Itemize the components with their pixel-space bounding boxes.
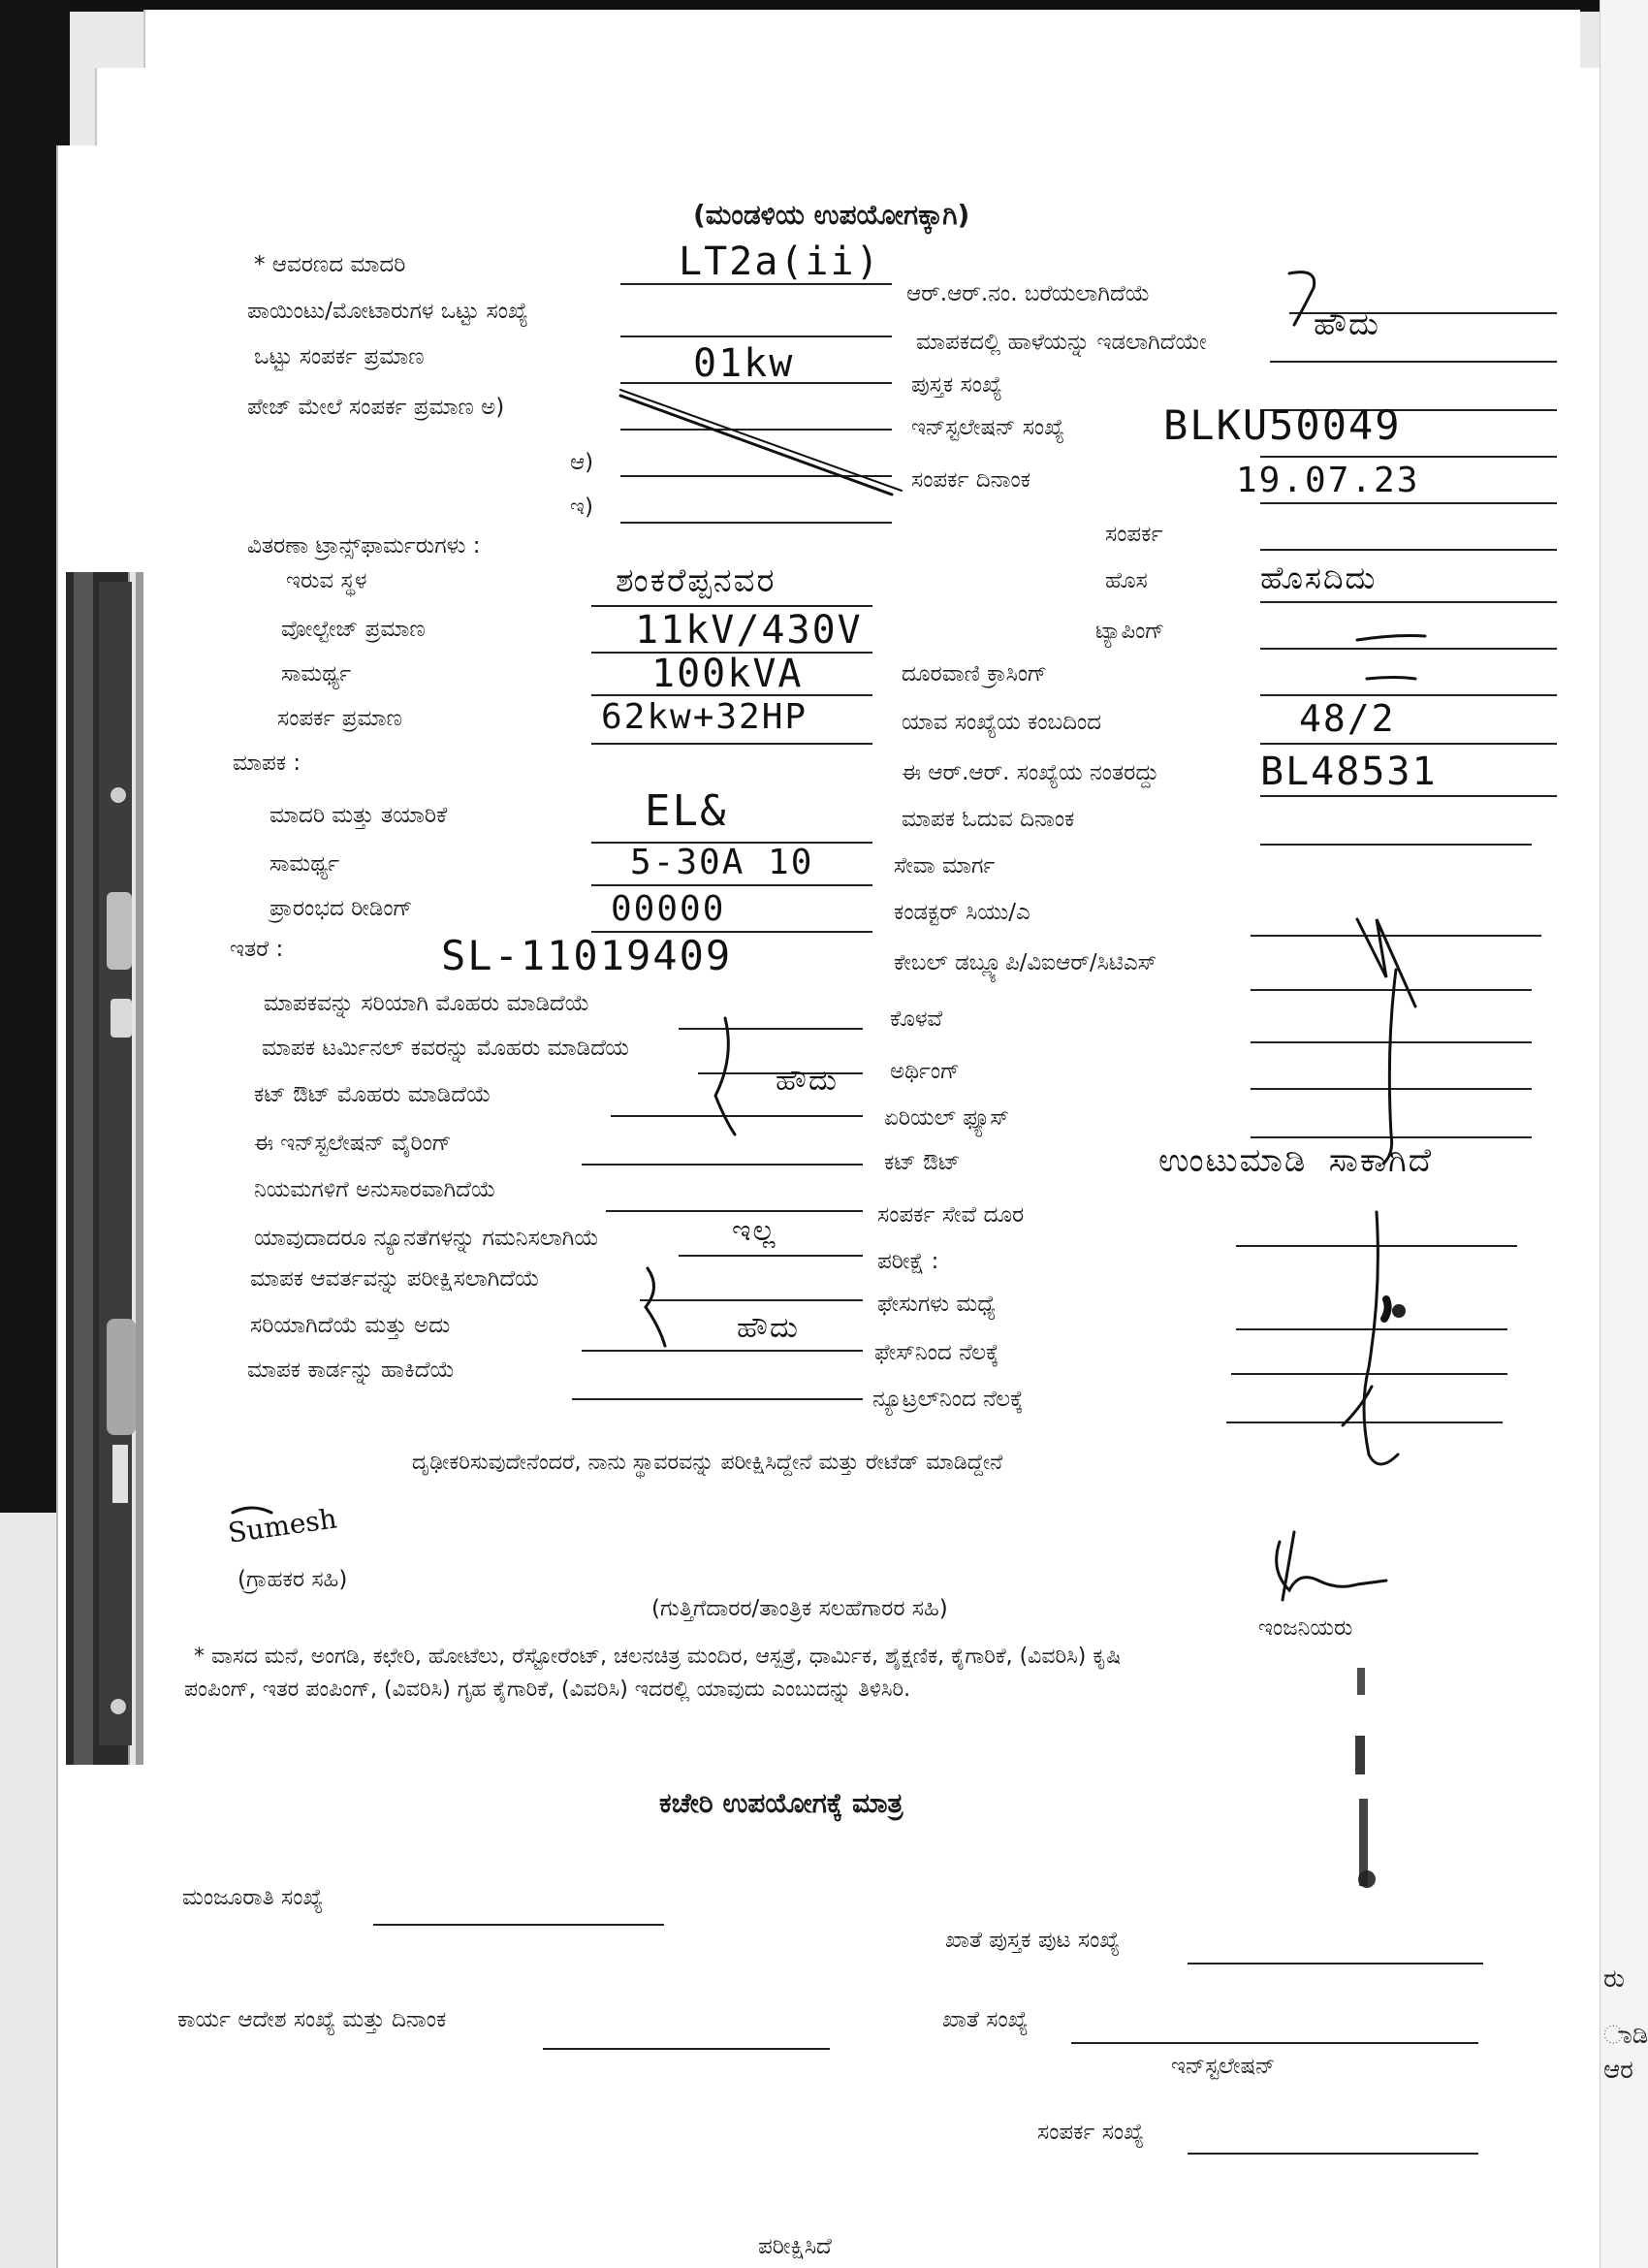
hw-rr-answer: ಹೌದು — [1314, 305, 1380, 342]
label-meter: ಮಾಪಕ : — [233, 751, 301, 776]
label-phase-earth: ಫೇಸ್‌ನಿಂದ ನೆಲಕ್ಕೆ — [874, 1340, 999, 1365]
label-page-load-a: ಪೇಜ್ ಮೇಲೆ ಸಂಪರ್ಕ ಪ್ರಮಾಣ ಅ) — [247, 395, 505, 420]
hw-installation-type: LT2a(ii) — [679, 240, 881, 284]
label-from-pole: ಯಾವ ಸಂಖ್ಯೆಯ ಕಂಬದಿಂದ — [902, 710, 1102, 735]
label-reading-date: ಮಾಪಕ ಓದುವ ದಿನಾಂಕ — [902, 807, 1075, 832]
hw-after-rr: BL48531 — [1260, 750, 1438, 794]
hw-new-answer: ಹೊಸದಿದು — [1260, 559, 1378, 596]
label-dist-transformers: ವಿತರಣಾ ಟ್ರಾನ್ಸ್‌ಫಾರ್ಮರುಗಳು : — [247, 533, 481, 559]
label-q2: ಮಾಪಕ ಟರ್ಮಿನಲ್ ಕವರನ್ನು ಮೊಹರು ಮಾಡಿದೆಯ — [262, 1036, 629, 1061]
label-q7: ಮಾಪಕ ಆವರ್ತವನ್ನು ಪರೀಕ್ಷಿಸಲಾಗಿದೆಯೆ — [250, 1266, 540, 1292]
label-ledger-page: ಖಾತೆ ಪುಸ್ತಕ ಪುಟ ಸಂಖ್ಯೆ — [945, 1928, 1121, 1953]
footnote-line2: ಪಂಪಿಂಗ್, ಇತರ ಪಂಪಿಂಗ್, (ವಿವರಿಸಿ) ಗೃಹ ಕೈಗಾರಿಕೆ, (ವಿವರಿಸಿ) ಇದರಲ್ಲಿ ಯಾವುದು ಎಂಬುದನ್ನು ತಿಳಿಸಿರಿ. — [184, 1677, 911, 1702]
label-capacity: ಸಾಮರ್ಥ್ಯ — [281, 661, 352, 687]
consumer-signature: Sumesh — [226, 1502, 339, 1549]
label-conn-load: ಸಂಪರ್ಕ ಪ್ರಮಾಣ — [277, 706, 402, 731]
hw-reading: 00000 — [611, 889, 726, 929]
label-service-distance: ಸಂಪರ್ಕ ಸೇವೆ ದೂರ — [877, 1202, 1025, 1228]
binder-clip-icon — [60, 572, 167, 1765]
hw-seal-answer: ಹೌದು — [776, 1064, 839, 1098]
label-test: ಪರೀಕ್ಷೆ : — [877, 1249, 939, 1274]
label-q8: ಸರಿಯಾಗಿದೆಯೆ ಮತ್ತು ಅದು — [250, 1313, 451, 1338]
hw-voltage: 11kV/430V — [635, 608, 863, 653]
label-contractor-sign: (ಗುತ್ತಿಗೆದಾರರ/ತಾಂತ್ರಿಕ ಸಲಹೆಗಾರರ ಸಹಿ) — [651, 1596, 948, 1621]
label-consumer-sign: (ಗ್ರಾಹಕರ ಸಹಿ) — [238, 1567, 348, 1592]
label-others: ಇತರೆ : — [230, 937, 284, 962]
label-pipe: ಕೊಳವೆ — [890, 1006, 943, 1032]
label-q9: ಮಾಪಕ ಕಾರ್ಡನ್ನು ಹಾಕಿದೆಯೆ — [247, 1358, 456, 1383]
label-conductor: ಕಂಡಕ್ಟರ್ ಸಿಯು/ಎ — [894, 900, 1030, 925]
hw-capacity: 100kVA — [651, 652, 804, 696]
label-account-no: ಖಾತೆ ಸಂಖ್ಯೆ — [942, 2007, 1029, 2032]
label-installation-type: * ಆವರಣದ ಮಾದರಿ — [254, 252, 406, 277]
label-connection: ಸಂಪರ್ಕ — [1105, 522, 1163, 547]
label-tapping: ಟ್ಯಾಪಿಂಗ್ — [1095, 619, 1165, 644]
label-aerial-fuse: ಏರಿಯಲ್ ಫ್ಯೂಸ್ — [884, 1105, 1009, 1131]
hw-date: 19.07.23 — [1236, 461, 1420, 500]
label-installation: ಇನ್‌ಸ್ಟಲೇಷನ್ — [1171, 2054, 1276, 2079]
label-new: ಹೊಸ — [1105, 568, 1148, 593]
label-checked: ಪರೀಕ್ಷಿಸಿದೆ — [758, 2234, 832, 2259]
label-q3: ಕಟ್ ಔಟ್ ಮೊಹರು ಮಾಡಿದೆಯೆ — [254, 1082, 491, 1107]
label-initial-reading: ಪ್ರಾರಂಭದ ರೀಡಿಂಗ್ — [269, 896, 413, 921]
label-page-load-b: ಆ) — [570, 450, 594, 475]
label-total-load: ಒಟ್ಟು ಸಂಪರ್ಕ ಪ್ರಮಾಣ — [254, 344, 425, 369]
hw-pole: 48/2 — [1299, 697, 1396, 740]
office-title: ಕಚೇರಿ ಉಪಯೋಗಕ್ಕೆ ಮಾತ್ರ — [659, 1787, 903, 1819]
label-make: ಮಾದರಿ ಮತ್ತು ತಯಾರಿಕೆ — [269, 803, 448, 828]
label-sanction-no: ಮಂಜೂರಾತಿ ಸಂಖ್ಯೆ — [182, 1885, 324, 1910]
label-old-meter: ಮಾಪಕದಲ್ಲಿ ಹಾಳೆಯನ್ನು ಇಡಲಾಗಿದೆಯೇ — [916, 330, 1207, 355]
form-header: (ಮಂಡಳಿಯ ಉಪಯೋಗಕ್ಕಾಗಿ) — [693, 199, 970, 231]
hw-defects: ಇಲ್ಲ — [732, 1214, 777, 1248]
hw-meter-capacity: 5-30A 10 — [630, 843, 814, 882]
label-page-load-c: ಇ) — [570, 495, 593, 520]
label-q5: ನಿಯಮಗಳಿಗೆ ಅನುಸಾರವಾಗಿದೆಯೆ — [254, 1177, 496, 1202]
label-meter-capacity: ಸಾಮರ್ಥ್ಯ — [269, 851, 340, 877]
label-between-phases: ಫೇಸುಗಳು ಮಧ್ಯೆ — [877, 1292, 997, 1317]
footnote-line1: * ವಾಸದ ಮನೆ, ಅಂಗಡಿ, ಕಛೇರಿ, ಹೋಟೆಲು, ರೆಸ್ಟೋರೆಂಟ್, ಚಲನಚಿತ್ರ ಮಂದಿರ, ಆಸ್ಪತ್ರೆ, ಧಾರ್ಮಿಕ, ಶೈಕ್ಷಣಿಕ, ಕೈಗಾರಿಕೆ, (ವಿವರಿಸಿ) ಕೃಷಿ — [194, 1645, 1122, 1669]
label-voltage: ವೋಲ್ಟೇಜ್ ಪ್ರಮಾಣ — [281, 617, 426, 642]
label-install-no: ಇನ್‌ಸ್ಟಲೇಷನ್ ಸಂಖ್ಯೆ — [911, 415, 1064, 440]
edge-text-1: ರು — [1603, 1965, 1626, 1994]
label-location: ಇರುವ ಸ್ಥಳ — [286, 568, 367, 593]
label-earthing: ಅರ್ಥಿಂಗ್ — [890, 1059, 961, 1084]
label-q4: ಈ ಇನ್‌ಸ್ಟಲೇಷನ್ ವೈರಿಂಗ್ — [254, 1131, 452, 1156]
declaration-text: ದೃಢೀಕರಿಸುವುದೇನೆಂದರೆ, ನಾನು ಸ್ಥಾವರವನ್ನು ಪರೀಕ್ಷಿಸಿದ್ದೇನೆ ಮತ್ತು ರೇಟೆಡ್ ಮಾಡಿದ್ದೇನೆ — [412, 1451, 1003, 1475]
label-q1: ಮಾಪಕವನ್ನು ಸರಿಯಾಗಿ ಮೊಹರು ಮಾಡಿದೆಯೆ — [264, 991, 590, 1016]
label-after-rr: ಈ ಆರ್.ಆರ್. ಸಂಖ್ಯೆಯ ನಂತರದ್ದು — [902, 760, 1159, 785]
label-conn-date: ಸಂಪರ್ಕ ದಿನಾಂಕ — [911, 467, 1031, 493]
hw-total-load: 01kw — [693, 341, 795, 386]
label-service-route: ಸೇವಾ ಮಾರ್ಗ — [894, 853, 996, 878]
edge-text-2: ಾಡಿ — [1603, 2021, 1648, 2050]
label-rr-written: ಆರ್.ಆರ್.ನಂ. ಬರೆಯಲಾಗಿದೆಯೆ — [906, 281, 1151, 306]
edge-text-3: ಆರ — [1603, 2056, 1633, 2085]
label-q6: ಯಾವುದಾದರೂ ನ್ಯೂನತೆಗಳನ್ನು ಗಮನಿಸಲಾಗಿಯೆ — [254, 1226, 599, 1251]
label-book-no: ಪುಸ್ತಕ ಸಂಖ್ಯೆ — [911, 372, 1002, 398]
hw-install-no: BLKU50049 — [1163, 401, 1402, 449]
hw-make: EL& — [645, 786, 728, 836]
label-connection-no: ಸಂಪರ್ಕ ಸಂಖ್ಯೆ — [1037, 2120, 1144, 2145]
hw-serial: SL-11019409 — [441, 932, 733, 979]
label-phone-crossing: ದೂರವಾಣಿ ಕ್ರಾಸಿಂಗ್ — [902, 661, 1047, 687]
label-motor-count: ಪಾಯಿಂಟು/ಮೋಟಾರುಗಳ ಒಟ್ಟು ಸಂಖ್ಯೆ — [247, 299, 528, 324]
hw-location: ಶಂಕರೆಪ್ಪನವರ — [616, 561, 776, 600]
label-cable: ಕೇಬಲ್ ಡಬ್ಲ್ಯೂಪಿ/ವಿಐಆರ್/ಸಿಟಿಎಸ್ — [894, 950, 1157, 975]
label-cutout: ಕಟ್ ಔಟ್ — [884, 1150, 961, 1175]
hw-checked: ಹೌದು — [737, 1311, 800, 1345]
hw-conn-load: 62kw+32HP — [601, 697, 808, 737]
label-work-order: ಕಾರ್ಯ ಆದೇಶ ಸಂಖ್ಯೆ ಮತ್ತು ದಿನಾಂಕ — [177, 2007, 447, 2032]
label-engineer-sign: ಇಂಜನಿಯರು — [1258, 1615, 1353, 1641]
label-neutral-earth: ನ್ಯೂಟ್ರಲ್‌ನಿಂದ ನೆಲಕ್ಕೆ — [872, 1387, 1024, 1412]
hw-cutout-note: ಉಂಟುಮಾಡಿ ಸಾಕಾಗಿದೆ — [1158, 1141, 1434, 1180]
